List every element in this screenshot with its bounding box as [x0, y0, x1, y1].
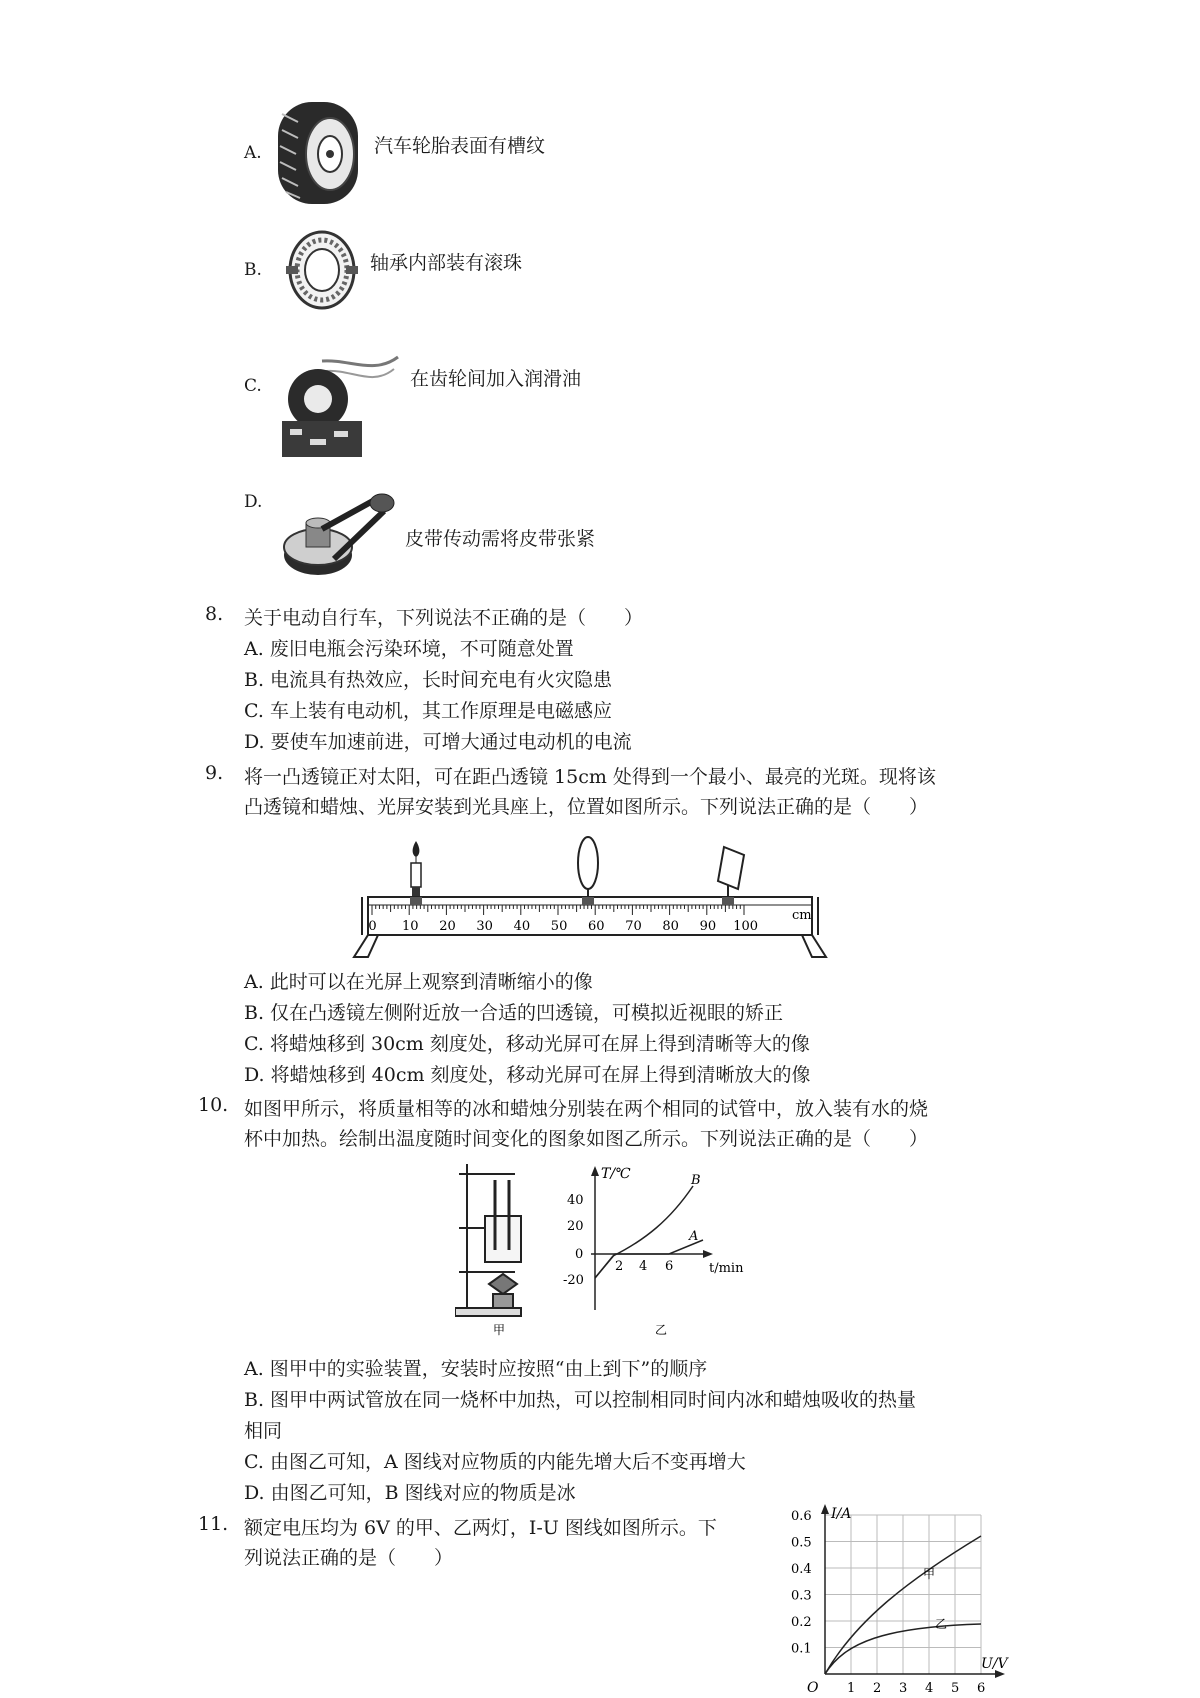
bench-tick-label: 0	[368, 919, 377, 934]
experiment-figure	[455, 1160, 755, 1340]
y-axis-label: T/℃	[601, 1166, 631, 1182]
option-label: D.	[244, 492, 263, 512]
optical-bench-figure	[348, 835, 848, 960]
heating-apparatus-icon	[455, 1164, 521, 1316]
option-b: B. 电流具有热效应，长时间充电有火灾隐患	[244, 669, 613, 691]
y-tick: 0.5	[791, 1535, 812, 1551]
belt-drive-icon	[282, 485, 400, 583]
y-tick: 0.1	[791, 1641, 812, 1657]
bench-tick-label: 70	[625, 919, 642, 934]
y-tick: 0	[575, 1247, 584, 1262]
y-tick: 0.6	[791, 1509, 812, 1524]
option-label: B.	[244, 260, 262, 280]
y-axis-label: I/A	[831, 1506, 852, 1522]
bench-tick-label: 80	[662, 919, 679, 934]
question-number: 8.	[205, 603, 224, 625]
bench-tick-label: 10	[402, 919, 419, 934]
curve-jia-label: 甲	[923, 1567, 936, 1581]
curve-b-label: B	[691, 1173, 701, 1188]
option-text: 在齿轮间加入润滑油	[410, 368, 582, 390]
option-text: 皮带传动需将皮带张紧	[405, 528, 596, 550]
x-tick: 2	[615, 1259, 624, 1274]
tire-icon	[272, 100, 368, 206]
question-stem: 关于电动自行车，下列说法不正确的是（ ）	[244, 607, 644, 629]
x-tick: 6	[665, 1259, 674, 1274]
option-c: C. 由图乙可知，A 图线对应物质的内能先增大后不变再增大	[244, 1451, 746, 1473]
question-stem-line-2: 列说法正确的是（ ）	[244, 1547, 454, 1569]
y-tick: 0.3	[791, 1588, 812, 1604]
option-b: B. 仅在凸透镜左侧附近放一合适的凹透镜，可模拟近视眼的矫正	[244, 1002, 784, 1024]
x-tick: 6	[977, 1681, 986, 1696]
option-b-cont: 相同	[244, 1420, 283, 1442]
y-tick: 20	[567, 1219, 584, 1234]
question-stem-line-1: 额定电压均为 6V 的甲、乙两灯，I-U 图线如图所示。下	[244, 1517, 717, 1539]
x-tick: 3	[899, 1681, 908, 1696]
candle-icon	[411, 841, 421, 897]
option-label: A.	[244, 143, 262, 163]
option-a: A. 图甲中的实验装置，安装时应按照“由上到下”的顺序	[244, 1358, 708, 1380]
option-text: 汽车轮胎表面有槽纹	[374, 135, 546, 157]
gear-oil-icon	[282, 355, 400, 457]
origin-label: O	[807, 1680, 819, 1696]
question-stem-line-1: 如图甲所示，将质量相等的冰和蜡烛分别装在两个相同的试管中，放入装有水的烧	[244, 1098, 929, 1120]
y-tick: 40	[567, 1193, 584, 1208]
option-a: A. 废旧电瓶会污染环境，不可随意处置	[244, 638, 574, 660]
option-d: D. 将蜡烛移到 40cm 刻度处，移动光屏可在屏上得到清晰放大的像	[244, 1064, 811, 1086]
question-stem-line-2: 杯中加热。绘制出温度随时间变化的图象如图乙所示。下列说法正确的是（ ）	[244, 1128, 929, 1150]
x-tick: 1	[847, 1681, 856, 1696]
option-a: A. 此时可以在光屏上观察到清晰缩小的像	[244, 971, 593, 993]
y-tick: -20	[563, 1273, 584, 1288]
figure-caption-right: 乙	[655, 1323, 668, 1337]
x-tick: 5	[951, 1681, 960, 1696]
light-screen-icon	[718, 847, 744, 897]
question-stem-line-2: 凸透镜和蜡烛、光屏安装到光具座上，位置如图所示。下列说法正确的是（ ）	[244, 796, 929, 818]
bench-tick-label: 30	[476, 919, 493, 934]
convex-lens-icon	[578, 837, 598, 897]
option-c: C. 将蜡烛移到 30cm 刻度处，移动光屏可在屏上得到清晰等大的像	[244, 1033, 810, 1055]
x-tick: 4	[925, 1681, 934, 1696]
y-tick: 0.4	[791, 1562, 812, 1577]
temperature-time-graph	[563, 1166, 744, 1310]
x-axis-label: t/min	[709, 1261, 744, 1276]
option-label: C.	[244, 376, 262, 396]
iu-graph	[785, 1502, 1015, 1696]
y-tick: 0.2	[791, 1615, 812, 1630]
x-axis-label: U/V	[981, 1656, 1008, 1672]
option-d: D. 由图乙可知，B 图线对应的物质是冰	[244, 1482, 576, 1504]
bench-tick-label: 60	[588, 919, 605, 934]
option-text: 轴承内部装有滚珠	[370, 252, 523, 274]
option-c: C. 车上装有电动机，其工作原理是电磁感应	[244, 700, 612, 722]
option-b: B. 图甲中两试管放在同一烧杯中加热，可以控制相同时间内冰和蜡烛吸收的热量	[244, 1389, 917, 1411]
figure-caption-left: 甲	[493, 1323, 506, 1337]
bench-tick-label: 50	[550, 919, 568, 934]
bench-tick-label: 20	[439, 919, 456, 934]
x-tick: 4	[639, 1259, 648, 1274]
curve-a-label: A	[689, 1229, 699, 1244]
curve-yi-label: 乙	[935, 1617, 948, 1631]
bench-tick-label: 90	[699, 919, 717, 934]
bench-unit: cm	[792, 908, 812, 923]
question-number: 10.	[198, 1094, 229, 1116]
option-d: D. 要使车加速前进，可增大通过电动机的电流	[244, 731, 632, 753]
x-tick: 2	[873, 1681, 882, 1696]
bearing-icon	[282, 228, 360, 312]
question-stem-line-1: 将一凸透镜正对太阳，可在距凸透镜 15cm 处得到一个最小、最亮的光斑。现将该	[244, 766, 936, 788]
bench-tick-label: 100	[733, 919, 759, 934]
bench-tick-label: 40	[513, 919, 531, 934]
question-number: 9.	[205, 762, 224, 784]
question-number: 11.	[198, 1513, 229, 1535]
